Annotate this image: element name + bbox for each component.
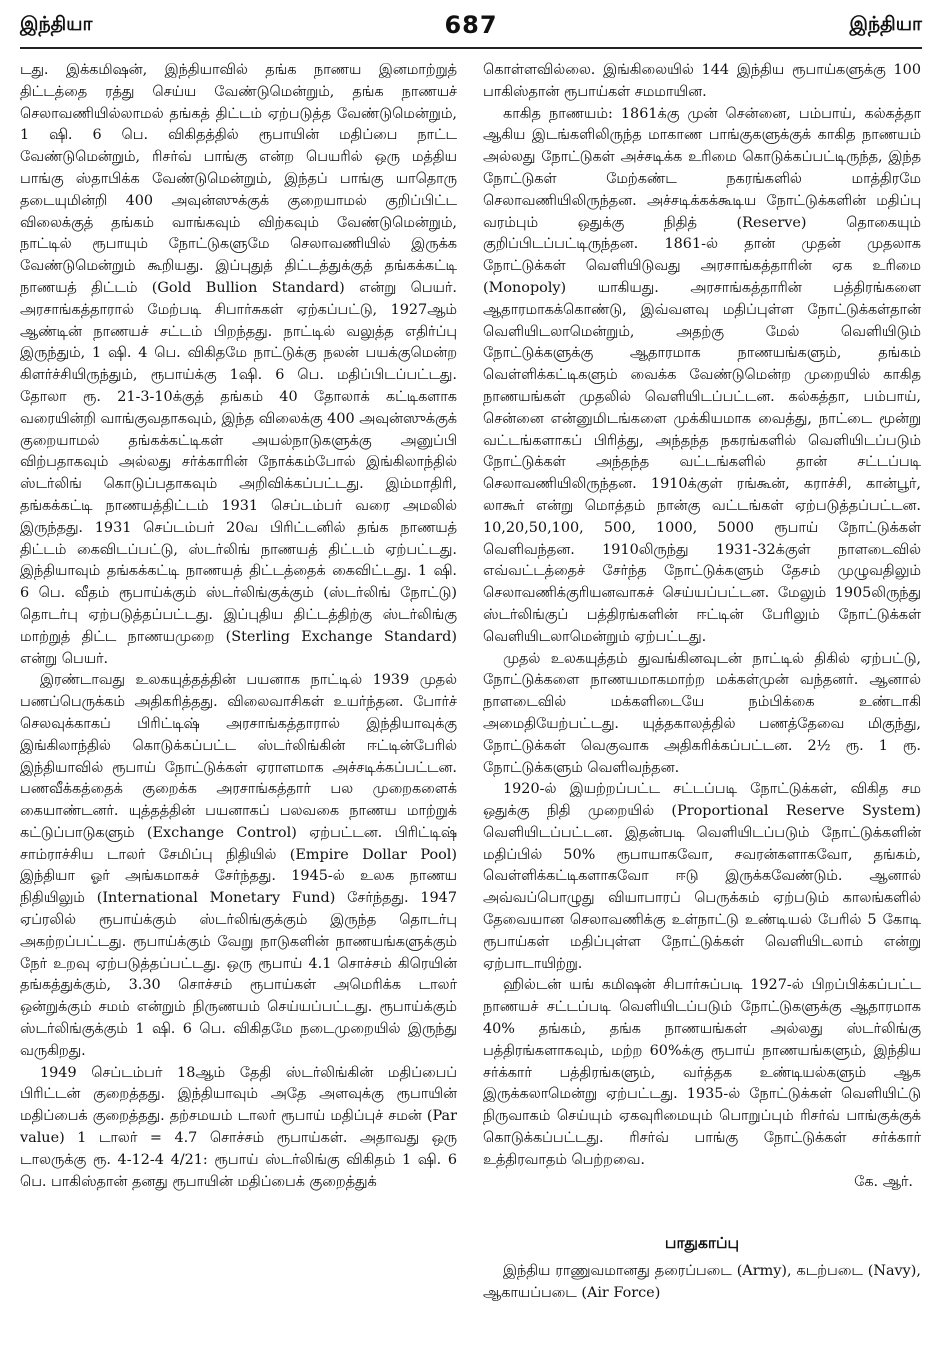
right-paragraph-3: முதல் உலகயுத்தம் துவங்கினவுடன் நாட்டில் திகில் ஏற்பட்டு, நோட்டுக்களை நாணயமாகமாற்ற மக்கள்முன் வந்தனர். ஆனால் நாளடைவில் மக்களிடையே நம்பிக்கை உண்டாகி அமைதியேற்பட்டது. யுத்தகாலத்தில் பணத்தேவை மிகுந்து, நோட்டுக்கள் வெகுவாக அதிகரிக்கப்பட்டன. 2½ ரூ. 1 ரூ. நோட்டுக்களும் வெளிவந்தன. [483,650,921,776]
header-left-title: இந்தியா [20,12,93,35]
section-heading: பாதுகாப்பு [664,1234,740,1253]
right-paragraph-1: கொள்ளவில்லை. இங்கிலையில் 144 இந்திய ரூபாய்களுக்கு 100 பாகிஸ்தான் ரூபாய்கள் சமமாயின. [483,62,921,100]
section-paragraph: இந்திய ராணுவமானது தரைப்படை (Army), கடற்படை (Navy), ஆகாயப்படை (Air Force) [483,1263,921,1302]
header-right-title: இந்தியா [849,12,922,35]
page-header [20,4,922,46]
left-paragraph-2: இரண்டாவது உலகயுத்தத்தின் பயனாக நாட்டில் 1939 முதல் பணப்பெருக்கம் அதிகரித்தது. விலைவாசிகள் உயர்ந்தன. போர்ச் செலவுக்காகப் பிரிட்டிஷ் அரசாங்கத்தாரால் இந்தியாவுக்கு இங்கிலாந்தில் கொடுக்கப்பட்ட ஸ்டர்லிங்கின் ஈட்டின்பேரில் இந்தியாவில் ரூபாய் நோட்டுக்கள் ஏராளமாக அச்சடிக்கப்பட்டன. பணவீக்கத்தைக் குறைக்க அரசாங்கத்தார் பல முறைகளைக் கையாண்டனர். யுத்தத்தின் பயனாகப் பலவகை நாணய மாற்றுக் கட்டுப்பாடுகளும் (Exchange Control) ஏற்பட்டன. பிரிட்டிஷ் சாம்ராச்சிய டாலர் சேமிப்பு நிதியில் (Empire Dollar Pool) இந்தியா ஓர் அங்கமாகச் சேர்ந்தது. 1945-ல் உலக நாணய நிதியிலும் (International Monetary Fund) சேர்ந்தது. 1947 ஏப்ரலில் ரூபாய்க்கும் ஸ்டர்லிங்குக்கும் இருந்த தொடர்பு அகற்றப்பட்டது. ரூபாய்க்கும் வேறு நாடுகளின் நாணயங்களுக்கும் நேர் உறவு ஏற்படுத்தப்பட்டது. ஒரு ரூபாய் 4.1 சொச்சம் கிரெயின் தங்கத்துக்கும், 3.30 சொச்சம் ரூபாய்கள் அமெரிக்க டாலர் ஒன்றுக்கும் சமம் என்றும் நிருணயம் செய்யப்பட்டது. ரூபாய்க்கும் ஸ்டர்லிங்குக்கும் 1 ஷி. 6 பெ. விகிதமே நடைமுறையில் இருந்து வருகிறது. [20,672,457,1059]
right-column [483,60,921,1355]
left-column [20,60,457,1355]
header-divider [20,47,922,49]
left-paragraph-3: 1949 செப்டம்பர் 18ஆம் தேதி ஸ்டர்லிங்கின் மதிப்பைப் பிரிட்டன் குறைத்தது. இந்தியாவும் அதே அளவுக்கு ரூபாயின் மதிப்பைக் குறைத்தது. தற்சமயம் டாலர் ரூபாய் மதிப்புச் சமன் (Par value) 1 டாலர் = 4.7 சொச்சம் ரூபாய்கள். அதாவது ஒரு டாலருக்கு ரூ. 4-12-4 4/21: ரூபாய் ஸ்டர்லிங்கு விகிதம் 1 ஷி. 6 பெ. பாகிஸ்தான் தனது ரூபாயின் மதிப்பைக் குறைத்துக் [20,1064,457,1190]
right-paragraph-2: காகித நாணயம்: 1861க்கு முன் சென்னை, பம்பாய், கல்கத்தா ஆகிய இடங்களிலிருந்த மாகாண பாங்குகளுக்குக் காகித நாணயம் அல்லது நோட்டுகள் அச்சடிக்க உரிமை கொடுக்கப்பட்டிருந்த, இந்த நோட்டுகள் மேற்கண்ட நகரங்களில் மாத்திரமே செலாவணியிலிருந்தன. அச்சடிக்கக்கூடிய நோட்டுக்களின் மதிப்பு வரம்பும் ஒதுக்கு நிதித் (Reserve) தொகையும் குறிப்பிடப்பட்டிருந்தன. 1861-ல் தான் முதன் முதலாக நோட்டுக்கள் வெளியிடுவது அரசாங்கத்தாரின் ஏக உரிமை (Monopoly) யாகியது. அரசாங்கத்தாரின் பத்திரங்களை ஆதாரமாகக்கொண்டு, இவ்வளவு மதிப்புள்ள நோட்டுக்கள்தான் வெளியிடலாமென்றும், அதற்கு மேல் வெளியிடும் நோட்டுக்களுக்கு ஆதாரமாக நாணயங்களும், தங்கம் வெள்ளிக்கட்டிகளும் வைக்க வேண்டுமென்ற முறையில் காகித நாணயங்கள் முதலில் வெளியிடப்பட்டன. கல்கத்தா, பம்பாய், சென்னை என்னுமிடங்களை முக்கியமாக வைத்து, நாட்டை மூன்று வட்டங்களாகப் பிரித்து, அந்தந்த நகரங்களில் வெளியிடப்படும் நோட்டுக்கள் அந்தந்த வட்டங்களில் தான் சட்டப்படி செலாவணியிலிருந்தன. 1910க்குள் ரங்கூன், கராச்சி, கான்பூர், லாகூர் என்று மொத்தம் நான்கு வட்டங்கள் ஏற்படுத்தப்பட்டன. 10,20,50,100, 500, 1000, 5000 ரூபாய் நோட்டுக்கள் வெளிவந்தன. 1910லிருந்து 1931-32க்குள் நாளடைவில் எவ்வட்டத்தைச் சேர்ந்த நோட்டுக்களும் தேசம் முழுவதிலும் செலாவணிக்குரியனவாகச் செய்யப்பட்டன. மேலும் 1905லிருந்து ஸ்டர்லிங்குப் பத்திரங்களின் ஈட்டின் பேரிலும் நோட்டுக்கள் வெளியிடலாமென்றும் ஏற்பட்டது. [483,105,921,645]
right-paragraph-4: 1920-ல் இயற்றப்பட்ட சட்டப்படி நோட்டுக்கள், விகித சம ஒதுக்கு நிதி முறையில் (Proportional Reserve System) வெளியிடப்பட்டன. இதன்படி வெளியிடப்படும் நோட்டுக்களின் மதிப்பில் 50% ரூபாயாகவோ, சவரன்களாகவோ, தங்கம், வெள்ளிக்கட்டிகளாகவோ ஈடு இருக்கவேண்டும். ஆனால் அவ்வப்பொழுது வியாபாரப் பெருக்கம் ஏற்படும் காலங்களில் தேவையான செலாவணிக்கு உள்நாட்டு உண்டியல் பேரில் 5 கோடி ரூபாய்கள் மதிப்புள்ள நோட்டுக்கள் வெளியிடலாம் என்று ஏற்பாடாயிற்று. [483,781,921,972]
author-signature: கே. ஆர். [854,1173,913,1190]
page-number: 687 [444,11,498,39]
right-paragraph-5: ஹில்டன் யங் கமிஷன் சிபார்சுப்படி 1927-ல் பிறப்பிக்கப்பட்ட நாணயச் சட்டப்படி வெளியிடப்படும் நோட்டுகளுக்கு ஆதாரமாக 40% தங்கம், தங்க நாணயங்கள் அல்லது ஸ்டர்லிங்கு பத்திரங்களாகவும், மற்ற 60%க்கு ரூபாய் நாணயங்களும், இந்திய சர்க்கார் பத்திரங்களும், வர்த்தக உண்டியல்களும் ஆக இருக்கலாமென்று ஏற்பட்டது. 1935-ல் நோட்டுக்கள் வெளியிட்டு நிருவாகம் செய்யும் ஏகவுரிமையும் பொறுப்பும் ரிசர்வ் பாங்குக்குக் கொடுக்கப்பட்டது. ரிசர்வ் பாங்கு நோட்டுக்கள் சர்க்கார் உத்திரவாதம் பெற்றவை. [483,977,921,1168]
left-paragraph-1: டது. இக்கமிஷன், இந்தியாவில் தங்க நாணய இனமாற்றுத் திட்டத்தை ரத்து செய்ய வேண்டுமென்றும், தங்க நாணயச் செலாவணியில்லாமல் தங்கத் திட்டம் ஏற்படுத்த வேண்டுமென்றும், 1 ஷி. 6 பெ. விகிதத்தில் ரூபாயின் மதிப்பை நாட்ட வேண்டுமென்றும், ரிசர்வ் பாங்கு என்ற பெயரில் ஒரு மத்திய பாங்கு ஸ்தாபிக்க வேண்டுமென்றும், இந்தப் பாங்கு யாதொரு தடையுமின்றி 400 அவுன்ஸுக்குக் குறையாமல் குறிப்பிட்ட விலைக்குத் தங்கம் வாங்கவும் விற்கவும் வேண்டுமென்றும், நாட்டில் ரூபாயும் நோட்டுகளுமே செலாவணியில் இருக்க வேண்டுமென்றும் கூறியது. இப்புதுத் திட்டத்துக்குத் தங்கக்கட்டி நாணயத் திட்டம் (Gold Bullion Standard) என்று பெயர். அரசாங்கத்தாரால் மேற்படி சிபார்சுகள் ஏற்கப்பட்டு, 1927ஆம் ஆண்டின் நாணயச் சட்டம் பிறந்தது. நாட்டில் வலுத்த எதிர்ப்பு இருந்தும், 1 ஷி. 4 பெ. விகிதமே நாட்டுக்கு நலன் பயக்குமென்ற கிளர்ச்சியிருந்தும், ரூபாய்க்கு 1ஷி. 6 பெ. மதிப்பிடப்பட்டது. தோலா ரூ. 21-3-10க்குத் தங்கம் 40 தோலாக் கட்டிகளாக வரையின்றி வாங்குவதாகவும், இந்த விலைக்கு 400 அவுன்ஸுக்குக் குறையாமல் தங்கக்கட்டிகள் அயல்நாடுகளுக்கு அனுப்பி விற்பதாகவும் அல்லது சர்க்காரின் நோக்கம்போல் இங்கிலாந்தில் ஸ்டர்லிங் கொடுப்பதாகவும் அறிவிக்கப்பட்டது. இம்மாதிரி, தங்கக்கட்டி நாணயத்திட்டம் 1931 செப்டம்பர் வரை அமலில் இருந்தது. 1931 செப்டம்பர் 20வ பிரிட்டனில் தங்க நாணயத் திட்டம் கைவிடப்பட்டு, ஸ்டர்லிங் நாணயத் திட்டம் ஏற்பட்டது. இந்தியாவும் தங்கக்கட்டி நாணயத் திட்டத்தைக் கைவிட்டது. 1 ஷி. 6 பெ. வீதம் ரூபாய்க்கும் ஸ்டர்லிங்குக்கும் (ஸ்டர்லிங் நோட்டு) தொடர்பு ஏற்படுத்தப்பட்டது. இப்புதிய திட்டத்திற்கு ஸ்டர்லிங்கு மாற்றுத் திட்ட நாணயமுறை (Sterling Exchange Standard) என்று பெயர். [20,62,457,667]
